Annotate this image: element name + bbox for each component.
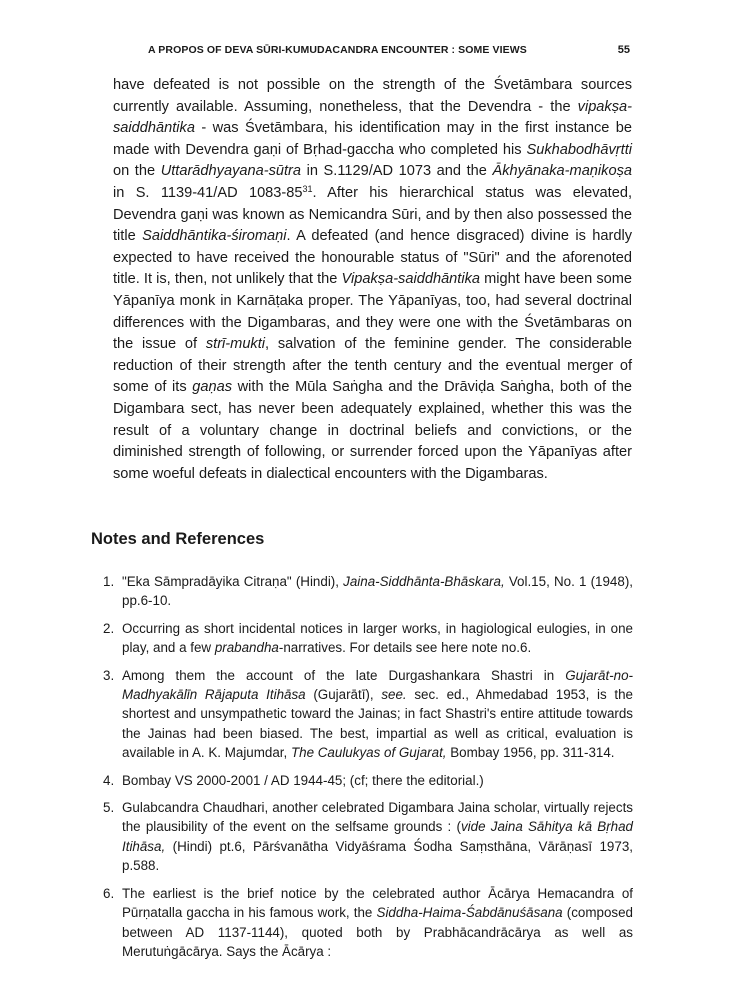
italic-term: gaṇas bbox=[192, 379, 233, 396]
note-number: 2. bbox=[103, 620, 115, 636]
note-number: 3. bbox=[103, 667, 115, 683]
text-run: might have been some Yāpanīya monk in Karnāṭaka proper. The Yāpanīyas, too, had several doctrinal differences with the Digambaras, and they were one with the Śvetāmbaras on the issue of bbox=[113, 271, 633, 353]
footnote-marker: 31 bbox=[302, 183, 313, 194]
text-run: Vol.15, No. 1 (1948), pp.6-10. bbox=[122, 574, 633, 609]
text-run: - was Śvetāmbara, his identification may in the first instance be made with Devendra gaṇi of Bṛhad-gaccha who completed his bbox=[113, 120, 632, 158]
text-run: (Gujarātī), bbox=[305, 687, 382, 703]
note-text bbox=[122, 771, 633, 790]
text-run: , salvation of the feminine gender. The considerable reduction of their strength after the tenth century and the eventual merger of some of its bbox=[113, 336, 632, 396]
note-text bbox=[122, 884, 633, 962]
running-head-title: A PROPOS OF DEVA SŪRI-KUMUDACANDRA ENCOUNTER : SOME VIEWS bbox=[148, 44, 527, 56]
text-run: -narratives. For details see here note no.6. bbox=[278, 640, 532, 656]
note-5 bbox=[103, 798, 633, 876]
note-text bbox=[122, 798, 633, 876]
italic-term: Jaina-Siddhānta-Bhāskara, bbox=[343, 574, 505, 589]
body-paragraph bbox=[113, 75, 632, 485]
text-run: Occurring as short incidental notices in larger works, in hagiological eulogies, in one play, and a few bbox=[122, 620, 633, 656]
note-text bbox=[122, 666, 633, 763]
text-run: on the bbox=[113, 163, 161, 180]
text-run: Bombay 1956, pp. 311-314. bbox=[446, 745, 615, 761]
text-run: (Hindi) pt.6, Pārśvanātha Vidyāśrama Śodha Saṃsthāna, Vārāṇasī 1973, p.588. bbox=[122, 838, 633, 874]
italic-term: Vipakṣa-saiddhāntika bbox=[341, 271, 481, 288]
page-number: 55 bbox=[617, 44, 630, 56]
note-text bbox=[122, 572, 633, 611]
text-run: Among them the account of the late Durgashankara Shastri in bbox=[122, 667, 566, 683]
italic-term: vide Jaina Sāhitya kā Bṛhad Itihāsa, bbox=[122, 819, 634, 854]
italic-term: Uttarādhyayana-sūtra bbox=[160, 163, 302, 180]
text-run: The earliest is the brief notice by the celebrated author Ācārya Hemacandra of Pūrṇatalla gaccha in his famous work, the bbox=[122, 885, 633, 921]
italic-term: Siddha-Haima-Śabdānuśāsana bbox=[376, 905, 563, 921]
italic-term: vipakṣa-saiddhāntika bbox=[113, 98, 632, 137]
text-run: with the Mūla Saṅgha and the Drāviḍa Saṅgha, both of the Digambara sect, has never been adequately explained, whether this was the result of a voluntary change in doctrinal beliefs and convictions, or the diminished strength of following, or surrender forced upon the Yāpanīyas after some woeful defeats in dialectical encounters with the Digambaras. bbox=[113, 379, 632, 482]
italic-term: The Caulukyas of Gujarat, bbox=[290, 745, 447, 761]
text-run: "Eka Sāmpradāyika Citraṇa" (Hindi), bbox=[122, 574, 344, 589]
italic-term: prabandha bbox=[214, 640, 279, 656]
note-3 bbox=[103, 666, 633, 763]
text-run: . After his hierarchical status was elevated, Devendra gaṇi was known as Nemicandra Sūri, and by then also possessed the title bbox=[113, 184, 632, 245]
running-head bbox=[148, 44, 630, 56]
italic-term: Saiddhāntika-śiromaṇi bbox=[142, 228, 287, 245]
note-6 bbox=[103, 884, 633, 962]
note-number: 4. bbox=[103, 772, 115, 788]
notes-list bbox=[103, 572, 633, 969]
italic-term: Ākhyānaka-maṇikoṣa bbox=[492, 163, 632, 180]
text-run: Gulabcandra Chaudhari, another celebrated Digambara Jaina scholar, virtually rejects the plausibility of the event on the selfsame grounds : ( bbox=[122, 800, 633, 835]
italic-term: see. bbox=[381, 687, 407, 703]
italic-term: Gujarāt-no-Madhyakālīn Rājaputa Itihāsa bbox=[122, 667, 633, 703]
note-4 bbox=[103, 771, 633, 790]
note-number: 5. bbox=[103, 800, 115, 816]
note-number: 1. bbox=[103, 574, 115, 589]
text-run: sec. ed., Ahmedabad 1953, is the shortest and unsympathetic toward the Jainas; in fact Shastri's entire attitude towards the Jainas had been biased. The best, impartial as well as critical, evaluation is available in A. K. Majumdar, bbox=[122, 687, 633, 761]
note-2 bbox=[103, 619, 633, 658]
text-run: in S.1129/AD 1073 and the bbox=[301, 163, 493, 180]
note-text bbox=[122, 619, 633, 658]
text-run: Bombay VS 2000-2001 / AD 1944-45; (cf; there the editorial.) bbox=[122, 772, 484, 788]
text-run: in S. 1139-41/AD 1083-85 bbox=[113, 184, 303, 201]
note-number: 6. bbox=[103, 885, 115, 901]
notes-heading: Notes and References bbox=[91, 530, 265, 548]
text-run: have defeated is not possible on the strength of the Śvetāmbara sources currently available. Assuming, nonetheless, that the Devendra - the bbox=[113, 77, 632, 115]
note-1 bbox=[103, 572, 633, 611]
italic-term: strī-mukti bbox=[205, 336, 266, 353]
text-run: . A defeated (and hence disgraced) divine is hardly expected to have received the honourable status of "Sūri" and the aforenoted title. It is, then, not unlikely that the bbox=[113, 228, 633, 288]
italic-term: Sukhabodhāvṛtti bbox=[526, 141, 632, 158]
text-run: (composed between AD 1137-1144), quoted both by Prabhācandrācārya as well as Merutuṅgācārya. Says the Ācārya : bbox=[122, 905, 634, 959]
